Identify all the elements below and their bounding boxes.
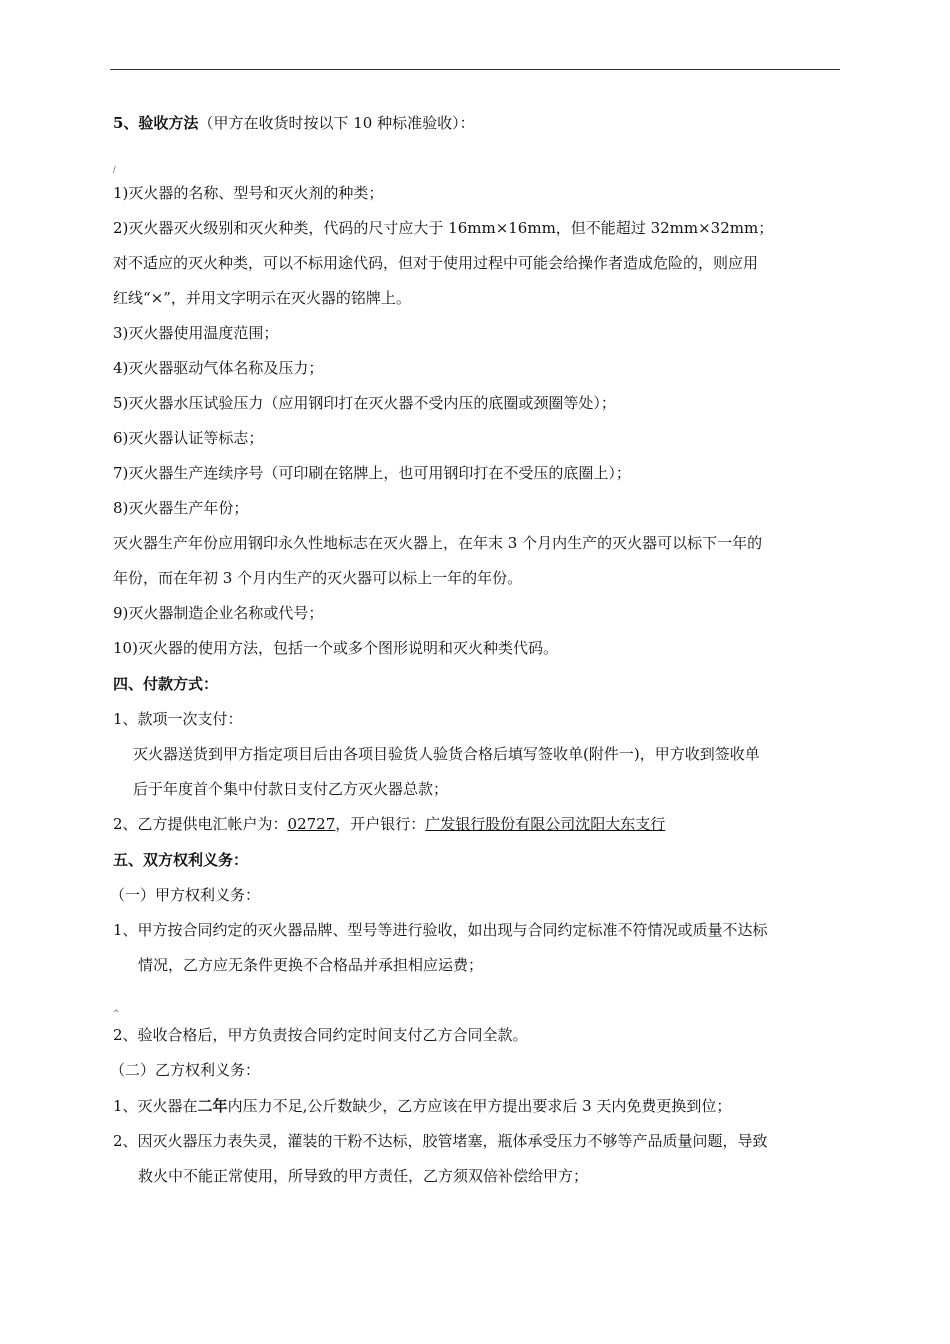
party-b-subheading: （二）乙方权利义务： [110,1061,261,1079]
payment-item-1-line1: 灭火器送货到甲方指定项目后由各项目验货人验货合格后填写签收单(附件一)，甲方收到签收单 [133,745,760,763]
header-rule [110,69,840,70]
list-item: 灭火器生产年份应用钢印永久性地标志在灭火器上，在年末 3 个月内生产的灭火器可以标下一年的 [113,534,763,552]
list-item: 10)灭火器的使用方法，包括一个或多个图形说明和灭火种类代码。 [113,639,558,657]
list-item: 1)灭火器的名称、型号和灭火剂的种类； [113,184,384,202]
list-item: 9)灭火器制造企业名称或代号； [113,604,324,622]
payment-item-2-mid: ，开户银行： [335,815,426,833]
payment-item-1: 1、款项一次支付： [113,710,243,728]
account-number: 02727 [287,815,336,833]
list-item: 7)灭火器生产连续序号（可印刷在铭牌上，也可用钢印打在不受压的底圈上）； [113,464,631,482]
party-b-item-2-line1: 2、因灭火器压力表失灵，灌装的干粉不达标，胶管堵塞，瓶体承受压力不够等产品质量问题，导致 [113,1132,768,1150]
section-5-heading-bold: 5、验收方法 [113,114,199,132]
stray-mark: / [113,165,116,174]
list-item: 6)灭火器认证等标志； [113,429,264,447]
section-5-heading-rest: （甲方在收货时按以下 10 种标准验收）： [198,114,475,132]
party-a-item-1-line1: 1、甲方按合同约定的灭火器品牌、型号等进行验收，如出现与合同约定标准不符情况或质量不达标 [113,921,768,939]
list-item: 8)灭火器生产年份； [113,499,249,517]
stray-mark: ^ [113,1009,120,1018]
list-item: 对不适应的灭火种类，可以不标用途代码，但对于使用过程中可能会给操作者造成危险的，则应用 [113,254,759,272]
section-4-heading: 四、付款方式： [113,675,219,693]
list-item: 4)灭火器驱动气体名称及压力； [113,359,324,377]
party-b-item-1-post: 内压力不足,公斤数缺少，乙方应该在甲方提出要求后 3 天内免费更换到位； [227,1097,732,1115]
party-a-subheading: （一）甲方权利义务： [110,886,261,904]
section-5-heading [113,113,475,133]
list-item: 红线“×”，并用文字明示在灭火器的铭牌上。 [113,289,411,307]
list-item: 2)灭火器灭火级别和灭火种类，代码的尺寸应大于 16mm×16mm，但不能超过 32mm×32mm； [113,219,774,237]
list-item: 年份，而在年初 3 个月内生产的灭火器可以标上一年的年份。 [113,569,523,587]
payment-item-1-line2: 后于年度首个集中付款日支付乙方灭火器总款； [133,780,449,798]
party-b-item-1-bold: 二年 [197,1097,228,1115]
party-b-item-1-pre: 1、灭火器在 [113,1097,198,1115]
list-item: 5)灭火器水压试验压力（应用钢印打在灭火器不受内压的底圈或颈圈等处）； [113,394,616,412]
bank-name: 广发银行股份有限公司沈阳大东支行 [425,815,666,833]
party-a-item-2: 2、验收合格后，甲方负责按合同约定时间支付乙方合同全款。 [113,1026,528,1044]
list-item: 3)灭火器使用温度范围； [113,324,279,342]
payment-item-2 [113,814,665,834]
party-a-item-1-line2: 情况，乙方应无条件更换不合格品并承担相应运费； [138,956,484,974]
section-rights-heading: 五、双方权利义务： [113,851,249,869]
payment-item-2-prefix: 2、乙方提供电汇帐户为： [113,815,288,833]
party-b-item-2-line2: 救火中不能正常使用，所导致的甲方责任，乙方须双倍补偿给甲方； [138,1167,589,1185]
party-b-item-1 [113,1096,731,1116]
